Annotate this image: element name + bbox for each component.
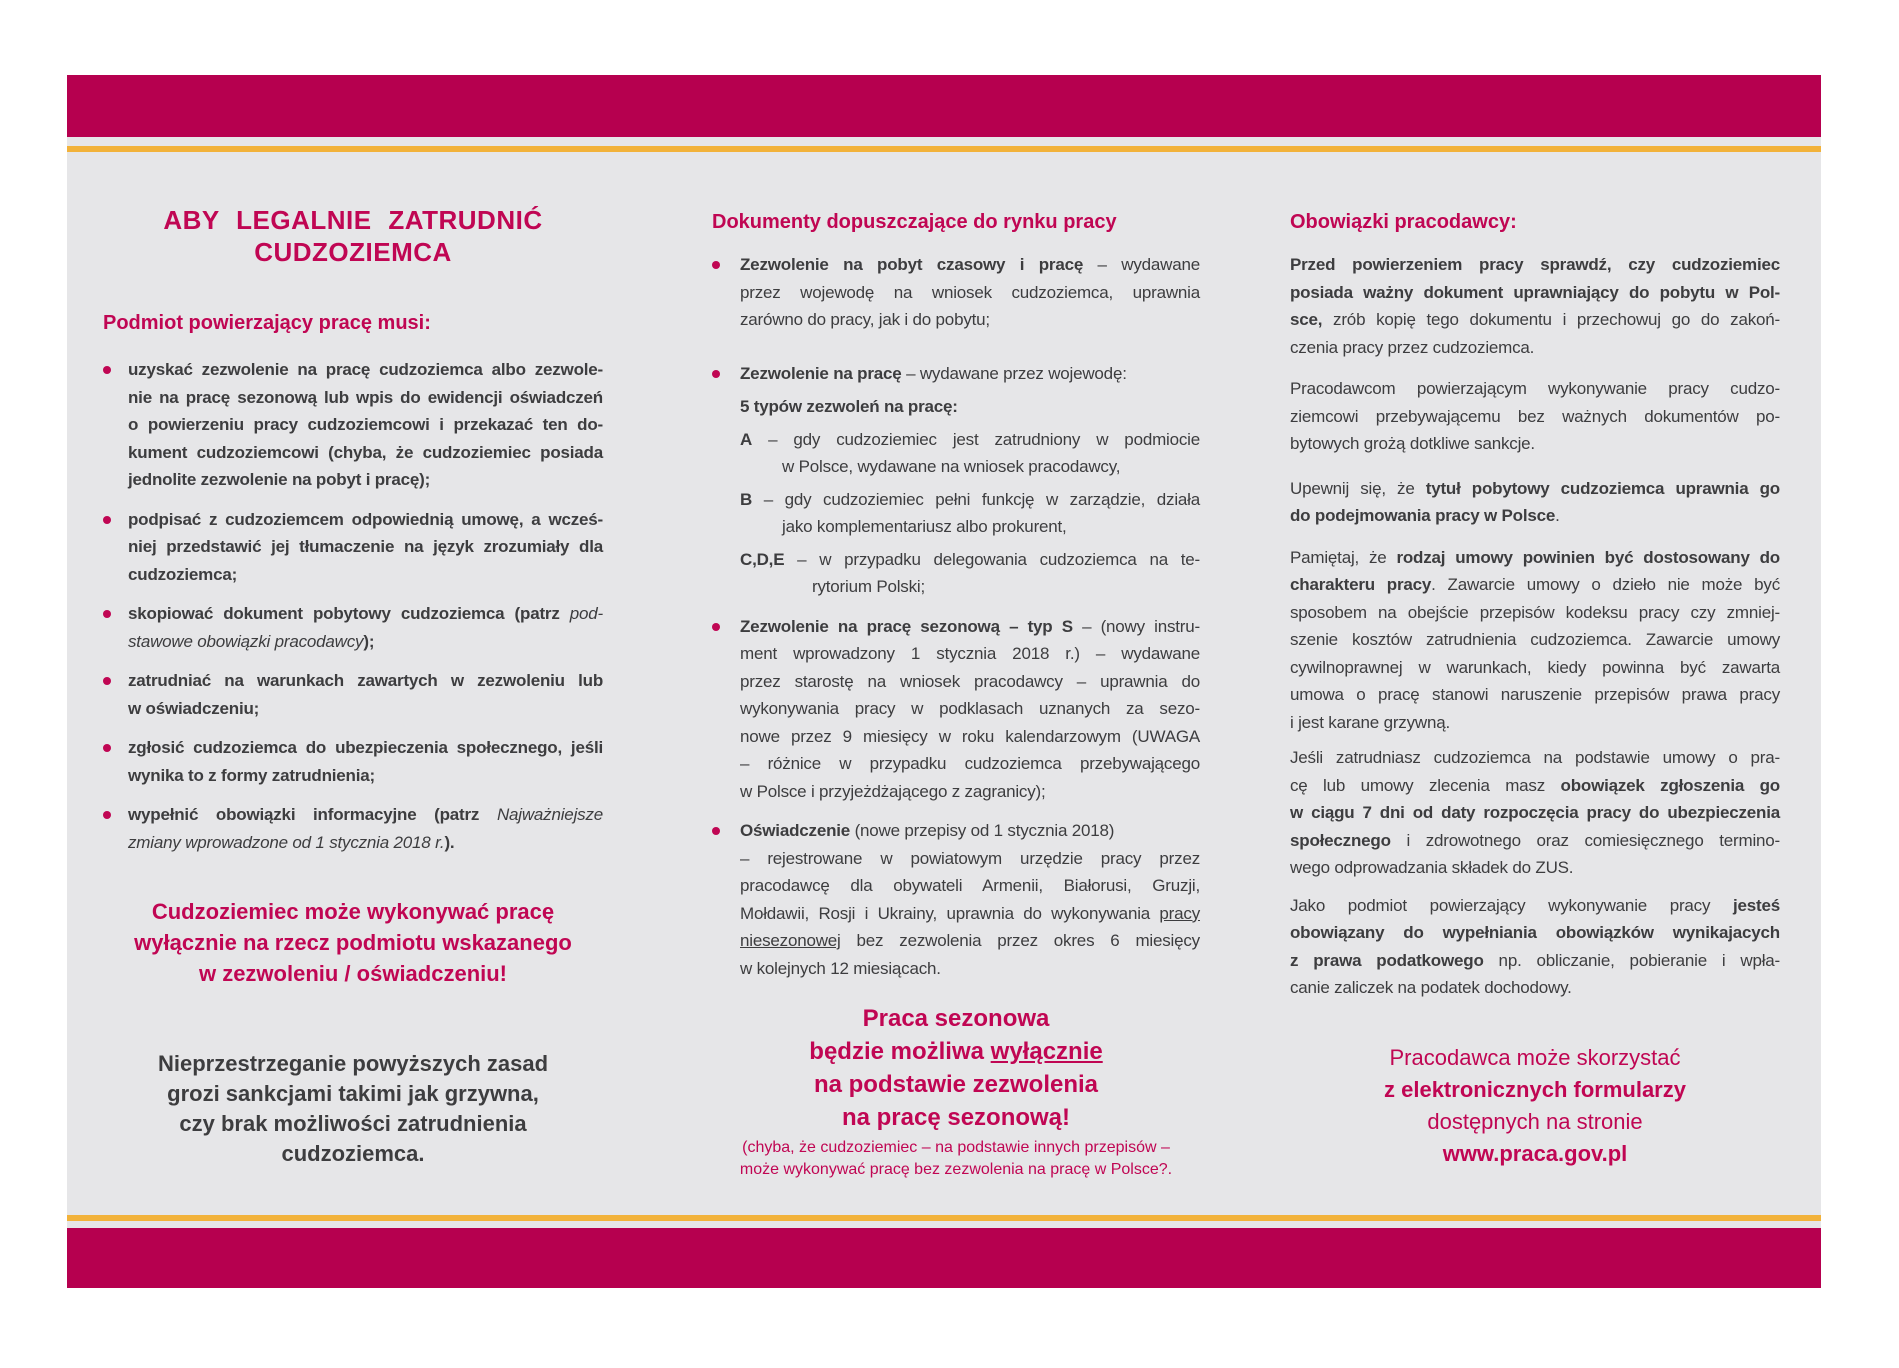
list-item-text [128, 506, 603, 589]
text-line: będzie możliwa wyłącznie [809, 1038, 1103, 1065]
text-line: społecznego i zdrowotnego oraz comiesięcznego termino- [1290, 830, 1780, 850]
three-column-layout [67, 152, 1821, 1181]
text-line: cywilnoprawnej w warunkach, kiedy powinna być zawarta [1290, 657, 1780, 677]
text-line: posiada ważny dokument uprawniający do pobytu w Pol- [1290, 282, 1780, 302]
text-line: C,D,E – w przypadku delegowania cudzoziemca na te- [740, 549, 1200, 569]
list-item-text [128, 356, 603, 494]
seasonal-footnote [712, 1137, 1200, 1181]
text-line: niej przedstawić jej tłumaczenie na język zrozumiały dla [128, 537, 603, 556]
list-item-text [740, 251, 1200, 334]
text-line: nie na pracę sezonową lub wpis do ewidencji oświadczeń [128, 387, 603, 407]
title-line: CUDZOZIEMCA [254, 237, 452, 267]
list-item [103, 734, 603, 789]
text-line: – różnice w przypadku cudzoziemca przebywającego [740, 754, 1200, 773]
text-line: na pracę sezonową! [841, 1104, 1071, 1131]
permit-type-b [740, 486, 1200, 541]
bottom-crimson-band [67, 1228, 1821, 1288]
list-item-text [128, 734, 603, 789]
list-item [103, 801, 603, 856]
text-line: dostępnych na stronie [1427, 1108, 1643, 1134]
list-item-text [740, 613, 1200, 806]
text-line: w kolejnych 12 miesiącach. [740, 958, 941, 978]
list-item-text [128, 801, 603, 856]
text-line: (chyba, że cudzoziemiec – na podstawie innych przepisów – [742, 1139, 1170, 1156]
text-line: zatrudniać na warunkach zawartych w zezwoleniu lub [128, 671, 603, 690]
bullet-dot-icon [712, 817, 740, 982]
top-crimson-band [67, 75, 1821, 137]
bullet-dot-icon [103, 801, 128, 856]
text-line: Zezwolenie na pracę – wydawane przez wojewodę: [740, 363, 1127, 383]
text-line: wego odprowadzania składek do ZUS. [1290, 858, 1574, 877]
bullet-dot-icon [712, 251, 740, 334]
text-line: pracodawcę dla obywateli Armenii, Białorusi, Gruzji, [740, 876, 1200, 895]
text-line: Mołdawii, Rosji i Ukrainy, uprawnia do wykonywania pracy [740, 903, 1200, 923]
bullet-dot-icon [103, 506, 128, 589]
text-line: w oświadczeniu; [128, 698, 260, 718]
panel-left-column [103, 152, 603, 1169]
text-line: wynika to z formy zatrudnienia; [128, 765, 375, 785]
text-line: w Polsce, wydawane na wniosek pracodawcy, [782, 457, 1121, 476]
text-line: cę lub umowy zlecenia masz obowiązek zgłoszenia go [1290, 775, 1780, 795]
section-heading-employer-must: Podmiot powierzający pracę musi: [103, 312, 431, 334]
text-line: jako komplementariusz albo prokurent, [782, 517, 1067, 536]
text-line: w Polsce i przyjeżdżającego z zagranicy); [740, 781, 1046, 801]
text-line: podpisać z cudzoziemcem odpowiednią umowę, a wcześ- [128, 509, 603, 529]
website-url: www.praca.gov.pl [1442, 1140, 1628, 1166]
text-line: Cudzoziemiec może wykonywać pracę [151, 899, 555, 924]
callout-seasonal-work [712, 1002, 1200, 1134]
text-line: Zezwolenie na pobyt czasowy i pracę – wydawane [740, 255, 1200, 274]
text-line: przez starostę na wniosek pracodawcy – uprawnia do [740, 671, 1200, 691]
text-line: w zezwoleniu / oświadczeniu! [198, 961, 508, 986]
text-line: cudzoziemca. [281, 1141, 425, 1166]
text-line: Upewnij się, że tytuł pobytowy cudzoziemca uprawnia go [1290, 478, 1780, 498]
list-item [712, 817, 1200, 982]
text-line: Praca sezonowa [862, 1005, 1050, 1032]
paragraph [1290, 544, 1780, 737]
text-line: grozi sankcjami takimi jak grzywna, [167, 1081, 539, 1106]
panel-middle-column [712, 152, 1200, 1181]
text-line: skopiować dokument pobytowy cudzoziemca (patrz pod- [128, 604, 603, 623]
paragraph [1290, 744, 1780, 882]
list-item [103, 356, 603, 494]
bullet-dot-icon [712, 360, 740, 601]
panel-right-column [1290, 152, 1780, 1170]
paragraph [1290, 475, 1780, 530]
text-line: ment wprowadzony 1 stycznia 2018 r.) – wydawane [740, 644, 1200, 663]
text-line: stawowe obowiązki pracodawcy); [128, 631, 375, 651]
text-line: zgłosić cudzoziemca do ubezpieczenia społecznego, jeśli [128, 738, 603, 757]
text-line: jednolite zezwolenie na pobyt i pracę); [128, 470, 431, 489]
bullet-dot-icon [712, 613, 740, 806]
paragraph [1290, 892, 1780, 1002]
callout-electronic-forms [1290, 1042, 1780, 1170]
list-item [712, 613, 1200, 806]
title-line: ABY LEGALNIE ZATRUDNIĆ [163, 205, 543, 235]
text-line: nowe przez 9 miesięcy w roku kalendarzowym (UWAGA [740, 726, 1200, 746]
list-item [712, 251, 1200, 334]
section-heading-documents: Dokumenty dopuszczające do rynku pracy [712, 211, 1117, 233]
text-line: kument cudzoziemcowi (chyba, że cudzoziemiec posiada [128, 442, 603, 462]
text-line: umowa o pracę stanowi naruszenie przepisów prawa pracy [1290, 685, 1780, 704]
text-line: ziemcowi przebywającemu bez ważnych dokumentów po- [1290, 406, 1780, 426]
text-line: Jako podmiot powierzający wykonywanie pracy jesteś [1290, 895, 1780, 915]
list-item [712, 360, 1200, 601]
text-line: zmiany wprowadzone od 1 stycznia 2018 r.). [128, 832, 455, 852]
text-line: Pracodawca może skorzystać [1389, 1044, 1681, 1070]
content-panel [67, 137, 1821, 1228]
text-line: uzyskać zezwolenie na pracę cudzoziemca albo zezwole- [128, 360, 603, 379]
list-item [103, 667, 603, 722]
text-line: i jest karane grzywną. [1290, 712, 1451, 732]
permit-type-cde [740, 546, 1200, 601]
text-line: Przed powierzeniem pracy sprawdź, czy cudzoziemiec [1290, 255, 1780, 274]
bullet-dot-icon [103, 356, 128, 494]
text-line: charakteru pracy. Zawarcie umowy o dzieło nie może być [1290, 575, 1780, 594]
list-item-text [128, 667, 603, 722]
text-line: z elektronicznych formularzy [1384, 1076, 1686, 1102]
text-line: A – gdy cudzoziemiec jest zatrudniony w podmiocie [740, 429, 1200, 449]
list-item-text [740, 360, 1200, 601]
bullet-dot-icon [103, 667, 128, 722]
text-line: bytowych grożą dotkliwe sankcje. [1290, 434, 1535, 453]
bullet-dot-icon [103, 734, 128, 789]
permit-type-a [740, 426, 1200, 481]
text-line: zarówno do pracy, jak i do pobytu; [740, 310, 990, 329]
text-line: obowiązany do wypełniania obowiązków wynikajacych [1290, 923, 1780, 942]
list-item [103, 506, 603, 589]
text-line: szenie kosztów zatrudnienia cudzoziemca. Zawarcie umowy [1290, 630, 1780, 649]
text-line: cudzoziemca; [128, 564, 238, 584]
text-line: B – gdy cudzoziemiec pełni funkcję w zarządzie, działa [740, 489, 1200, 509]
bottom-yellow-rule [67, 1215, 1821, 1221]
text-line: czy brak możliwości zatrudnienia [179, 1111, 527, 1136]
paragraph [1290, 251, 1780, 361]
brochure-title [103, 204, 603, 268]
text-line: sce, zrób kopię tego dokumentu i przechowuj go do zakoń- [1290, 310, 1780, 329]
list-item-text [128, 600, 603, 655]
text-line: sposobem na obejście przepisów kodeksu pracy czy zmniej- [1290, 602, 1780, 622]
text-line: na podstawie zezwolenia [813, 1071, 1099, 1098]
list-item-text [740, 817, 1200, 982]
text-line: niesezonowej bez zezwolenia przez okres 6 miesięcy [740, 931, 1200, 950]
bullet-list [103, 356, 603, 856]
text-line: Pracodawcom powierzającym wykonywanie pracy cudzo- [1290, 379, 1780, 398]
text-line: wykonywania pracy w podklasach uznanych za sezo- [740, 699, 1200, 718]
paragraph [1290, 375, 1780, 458]
text-line: Oświadczenie (nowe przepisy od 1 stycznia 2018) [740, 821, 1115, 840]
text-line: czenia pracy przez cudzoziemca. [1290, 337, 1535, 357]
text-line: Zezwolenie na pracę sezonową – typ S – (nowy instru- [740, 616, 1200, 636]
text-line: o powierzeniu pracy cudzoziemcowi i przekazać ten do- [128, 415, 603, 434]
text-line: wyłącznie na rzecz podmiotu wskazanego [134, 930, 572, 955]
text-line: Pamiętaj, że rodzaj umowy powinien być dostosowany do [1290, 547, 1780, 567]
text-line: canie zaliczek na podatek dochodowy. [1290, 978, 1572, 997]
text-line: z prawa podatkowego np. obliczanie, pobieranie i wpła- [1290, 950, 1780, 970]
text-line: Jeśli zatrudniasz cudzoziemca na podstawie umowy o pra- [1290, 748, 1780, 767]
bullet-dot-icon [103, 600, 128, 655]
text-line: może wykonywać pracę bez zezwolenia na pracę w Polsce?. [739, 1161, 1173, 1178]
section-heading-obligations: Obowiązki pracodawcy: [1290, 211, 1517, 233]
callout-exclusive-work [103, 896, 603, 989]
permit-types-subheading: 5 typów zezwoleń na pracę: [740, 397, 958, 416]
text-line: rytorium Polski; [812, 577, 925, 596]
text-line: Nieprzestrzeganie powyższych zasad [157, 1051, 549, 1076]
text-line: – rejestrowane w powiatowym urzędzie pracy przez [740, 848, 1200, 868]
text-line: w ciągu 7 dni od daty rozpoczęcia pracy do ubezpieczenia [1290, 803, 1780, 822]
text-line: do podejmowania pracy w Polsce. [1290, 506, 1560, 525]
list-item [103, 600, 603, 655]
callout-sanctions [103, 1049, 603, 1169]
text-line: wypełnić obowiązki informacyjne (patrz Najważniejsze [128, 805, 603, 824]
text-line: przez wojewodę na wniosek cudzoziemca, uprawnia [740, 282, 1200, 302]
